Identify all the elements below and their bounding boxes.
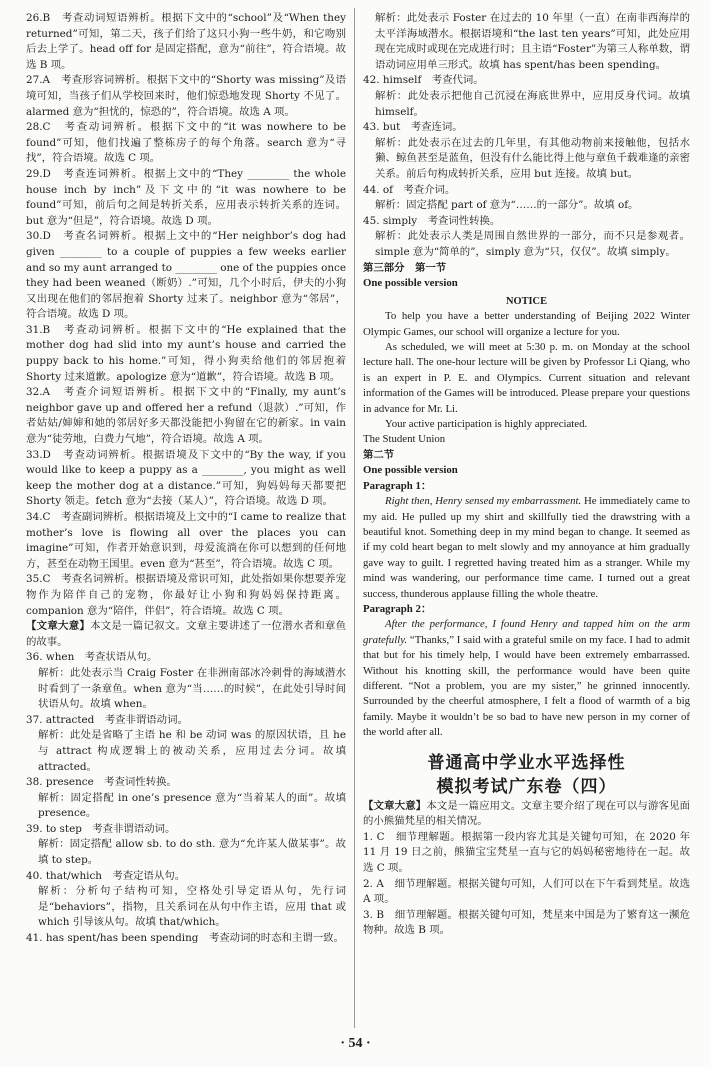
answer-40-explain: 解析：分析句子结构可知，空格处引导定语从句，先行词是“behaviors”，指物，且关系词在从句中作主语，应用 that 或 which 引导该从句。故填 that/which。 — [38, 885, 346, 929]
page-number: · 54 · — [340, 1036, 371, 1051]
answer-26: 26.B 考查动词短语辨析。根据下文中的“school”及“When they returned”可知，第二天，孩子们给了这只小狗一些牛奶，和它吻别后去上学了。head off for 是固定搭配，意为“前往”，符合语境。故选 B 项。 — [26, 12, 346, 71]
answer-42-head: 42. himself 考查代词。 — [363, 74, 484, 87]
exam-answer-1: 1. C 细节理解题。根据第一段内容尤其是关键句可知，在 2020 年 11 月 19 日之前，熊猫宝宝梵星一直与它的妈妈秘密地待在一起。故选 C 项。 — [363, 830, 690, 875]
exam-summary — [363, 799, 690, 830]
answer-37-explain: 解析：此处是省略了主语 he 和 be 动词 was 的原因状语，且 he 与 attract 构成逻辑上的被动关系，应用过去分词。故填 attracted。 — [38, 729, 346, 773]
exam-title-line-2: 模拟考试广东卷（四） — [436, 776, 617, 797]
answer-28: 28.C 考查动词辨析。根据下文中的“it was nowhere to be found”可知，他们找遍了整栋房子的每个角落。search 意为“寻找”，符合语境。故选 C 项。 — [26, 121, 346, 165]
para1-body — [363, 494, 690, 602]
summary-label: 【文章大意】 — [26, 620, 91, 633]
answer-44-head: 44. of 考查介词。 — [363, 183, 456, 196]
right-column — [363, 11, 690, 939]
answer-41-explain: 解析：此处表示 Foster 在过去的 10 年里（一直）在南非西海岸的太平洋海域潜水。根据语境和“the last ten years”可知，此处应用现在完成时或现在完成进行时；且主语“Foster”为第三人称单数，谓语动词应用单三形式。故填 has spent/has been spending。 — [375, 12, 690, 71]
exam-answer-2: 2. A 细节理解题。根据关键句可知，人们可以在下午看到梵星。故选 A 项。 — [363, 877, 690, 906]
para1-lead: Right then, Henry sensed my embarrassment. — [385, 495, 582, 508]
part3-heading: 第三部分 第一节 — [363, 261, 447, 274]
para2-label: Paragraph 2： — [363, 603, 432, 615]
notice-paragraph-3: Your active participation is highly appreciated. — [385, 417, 588, 430]
answer-41-head: 41. has spent/has been spending 考查动词的时态和主谓一致。 — [26, 932, 344, 945]
left-column — [26, 11, 346, 947]
answer-39-explain: 解析：固定搭配 allow sb. to do sth. 意为“允许某人做某事”。故填 to step。 — [38, 838, 346, 867]
answer-38-head: 38. presence 考查词性转换。 — [26, 776, 177, 789]
answer-38-explain: 解析：固定搭配 in one’s presence 意为“当着某人的面”。故填 presence。 — [38, 791, 346, 820]
answer-32: 32.A 考查介词短语辨析。根据下文中的“Finally, my aunt’s neighbor gave up and offered her a refund（退款）.”可知，作者姑姑/婶婶和她的邻居好多天都没能把小狗留在它的新家。in vain 意为“徒劳地，白费力气地”，符合语境。故选 A 项。 — [26, 386, 346, 446]
part3b-heading: 第二节 — [363, 448, 395, 461]
para2-text: “Thanks,” I said with a grateful smile on my face. I had to admit that but for his timely help, I would have been extremely embarrassed. Without his knotting skill, the performance would have been quite different. “Not a problem, you are my sister,” he grinned innocently. Surrounded by the cheerful atmosphere, I felt a flood of warmth of a big family. Maybe it wouldn’t be so bad to have new person in my corner of the world after all. — [363, 633, 690, 739]
answer-36-head: 36. when 考查状语从句。 — [26, 651, 158, 664]
exam-title-line-1: 普通高中学业水平选择性 — [427, 752, 626, 773]
answer-44-explain: 解析：固定搭配 part of 意为“……的一部分”。故填 of。 — [375, 199, 639, 212]
para1-label: Paragraph 1： — [363, 479, 432, 492]
answer-43-head: 43. but 考查连词。 — [363, 121, 463, 134]
answer-36-explain: 解析：此处表示当 Craig Foster 在非洲南部冰冷刺骨的海域潜水时看到了一条章鱼。when 意为“当……的时候”，在此处引导时间状语从句。故填 when。 — [38, 666, 346, 711]
answer-27: 27.A 考查形容词辨析。根据下文中的“Shorty was missing”及语境可知，当孩子们从学校回来时，他们惊恐地发现 Shorty 不见了。alarmed 意为“担忧的，惊恐的”，符合语境。故选 A 项。 — [26, 74, 346, 118]
answer-37-head: 37. attracted 考查非谓语动词。 — [26, 713, 188, 726]
answer-35: 35.C 考查名词辨析。根据语境及常识可知，此处指如果你想要养宠物作为陪伴自己的宠物，你最好让小狗和狗妈妈保持距离。companion 意为“陪伴，伴侣”，符合语境。故选 C 项。 — [26, 573, 346, 617]
notice-signature: The Student Union — [363, 433, 446, 446]
answer-39-head: 39. to step 考查非谓语动词。 — [26, 822, 176, 835]
answer-43-explain: 解析：此处表示在过去的几年里，有其他动物前来接触他，包括水獭、鲸鱼甚至是蓝鱼，但没有什么能比得上他与章鱼千载难逢的亲密关系。前后句构成转折关系，应用 but 连接。故填 but。 — [375, 136, 690, 180]
answer-34: 34.C 考查副词辨析。根据语境及上文中的“I came to realize that mother’s love is flowing all over the places you can imagine”可知，作者开始意识到，母爱流淌在你可以想到的任何地方，甚至在动物王国里。even 意为“甚至”，符合语境。故选 C 项。 — [26, 511, 346, 570]
answer-30: 30.D 考查名词辨析。根据上文中的“Her neighbor’s dog had given ________ to a couple of puppies a few weeks earlier and so my aunt arranged to ________ one of the puppies once they had been weaned（断奶）.”可知，几个小时后，伊夫的小狗又出现在他们的邻居抱着 Shorty 过来了。neighbor 意为“邻居”，符合语境。故选 D 项。 — [26, 230, 346, 321]
exam-summary-text: 本文是一篇应用文。文章主要介绍了现在可以与游客见面的小熊猫梵星的相关情况。 — [363, 799, 691, 828]
answer-42-explain: 解析：此处表示把他自己沉浸在海底世界中，应用反身代词。故填 himself。 — [375, 89, 690, 118]
notice-paragraph-1: To help you have a better understanding of Beijing 2022 Winter Olympic Games, our school will organize a lecture for you. — [363, 310, 690, 338]
exam-answer-3: 3. B 细节理解题。根据关键句可知，梵星来中国是为了繁育这一濒危物种。故选 B 项。 — [363, 908, 690, 937]
notice-paragraph-2: As scheduled, we will meet at 5:30 p. m. on Monday at the school lecture hall. The one-hour lecture will be given by Professor Li Qiang, who is an expert in P. E. and Olympics. Current situation and relevant information of the Games will be introduced. Please prepare your questions in advance for Mr. Li. — [363, 340, 690, 415]
notice-title: NOTICE — [506, 295, 547, 307]
article-summary — [26, 619, 346, 650]
part3b-version: One possible version — [363, 464, 458, 477]
part3-version: One possible version — [363, 277, 458, 290]
answer-29: 29.D 考查连词辨析。根据上文中的“They ________ the whole house inch by inch”及下文中的“it was nowhere to be found”可知，前后句之间是转折关系，应用表示转折关系的连词。but 意为“但是”，符合语境。故选 D 项。 — [26, 167, 346, 227]
exam-summary-label: 【文章大意】 — [363, 799, 427, 812]
summary-text: 本文是一篇记叙文。文章主要讲述了一位潜水者和章鱼的故事。 — [26, 620, 347, 648]
para1-text: He immediately came to my aid. He pulled up my shirt and skillfully tied the drawstring with a beautiful knot. Something deep in my mind began to change. It seemed as if my cold heart began to melt slowly and my annoyance at him gradually gave way to guilt. I regretted having treated him as a stranger. While my mind was wandering, our performance time came. I turned out a great success, thunderous applause filling the whole theatre. — [363, 495, 691, 600]
answer-33: 33.D 考查动词辨析。根据语境及下文中的“By the way, if you would like to keep a puppy as a ________, you might as well keep the mother dog at a distance.”可知，狗妈妈每天都要把 Shorty 领走。fetch 意为“去接（某人）”，符合语境。故选 D 项。 — [26, 448, 346, 508]
answer-40-head: 40. that/which 考查定语从句。 — [26, 869, 186, 882]
answer-45-explain: 解析：此处表示人类是周围自然世界的一部分，而不只是参观者。simple 意为“简单的”，simply 意为“只，仅仅”。故填 simply。 — [375, 230, 690, 258]
column-divider — [354, 8, 355, 1028]
answer-45-head: 45. simply 考查词性转换。 — [363, 214, 501, 227]
para2-lead: After the performance, I found Henry and tapped him on the arm gratefully. — [363, 618, 690, 646]
answer-31: 31.B 考查动词辨析。根据下文中的“He explained that the mother dog had slid into my aunt’s house and carried the puppy back to his home.”可知，得小狗卖给他们的邻居抱着 Shorty 过来道歉。apologize 意为“道歉”，符合语境。故选 B 项。 — [26, 323, 346, 383]
para2-body — [363, 617, 690, 740]
